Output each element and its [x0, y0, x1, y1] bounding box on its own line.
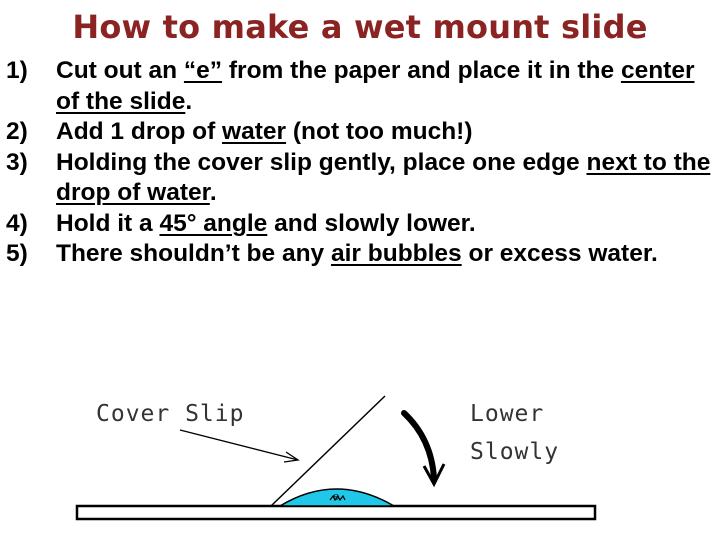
step-number: 2)	[6, 118, 28, 145]
step-text: There shouldn’t be any	[56, 240, 331, 267]
step-text: or excess water.	[461, 240, 658, 267]
step-text: Cut out an	[56, 57, 184, 84]
step-text: .	[185, 87, 193, 115]
step-number: 1)	[6, 57, 28, 84]
specimen-e: e	[332, 490, 340, 503]
step-underlined-text: air bubbles	[330, 240, 462, 267]
step-text: from the paper and place it in the	[222, 57, 621, 84]
step-number: 3)	[6, 148, 28, 176]
step-underlined-text: center of the slide	[56, 57, 695, 115]
step-text: Holding the cover slip gently, place one edge	[56, 148, 587, 176]
step-number: 4)	[6, 209, 28, 237]
step-text: Add 1 drop of	[56, 118, 223, 145]
cover-slip-label: Cover Slip	[96, 401, 245, 427]
step-text: .	[209, 179, 217, 206]
step-underlined-text: water	[222, 118, 287, 145]
glass-slide	[77, 506, 595, 519]
step-text: and slowly lower.	[267, 209, 476, 237]
step-text: (not too much!)	[286, 118, 473, 145]
step-underlined-text: next to the drop of water	[56, 148, 711, 206]
slowly-label: Slowly	[470, 439, 560, 465]
step-number: 5)	[6, 240, 28, 267]
step-underlined-text: “e”	[183, 57, 223, 84]
pointer-arrow	[180, 430, 298, 460]
step-text: Hold it a	[56, 209, 160, 237]
curved-arrow	[404, 413, 434, 478]
lower-label: Lower	[470, 401, 545, 427]
step-underlined-text: 45° angle	[159, 209, 268, 237]
page-title: How to make a wet mount slide	[72, 8, 648, 46]
